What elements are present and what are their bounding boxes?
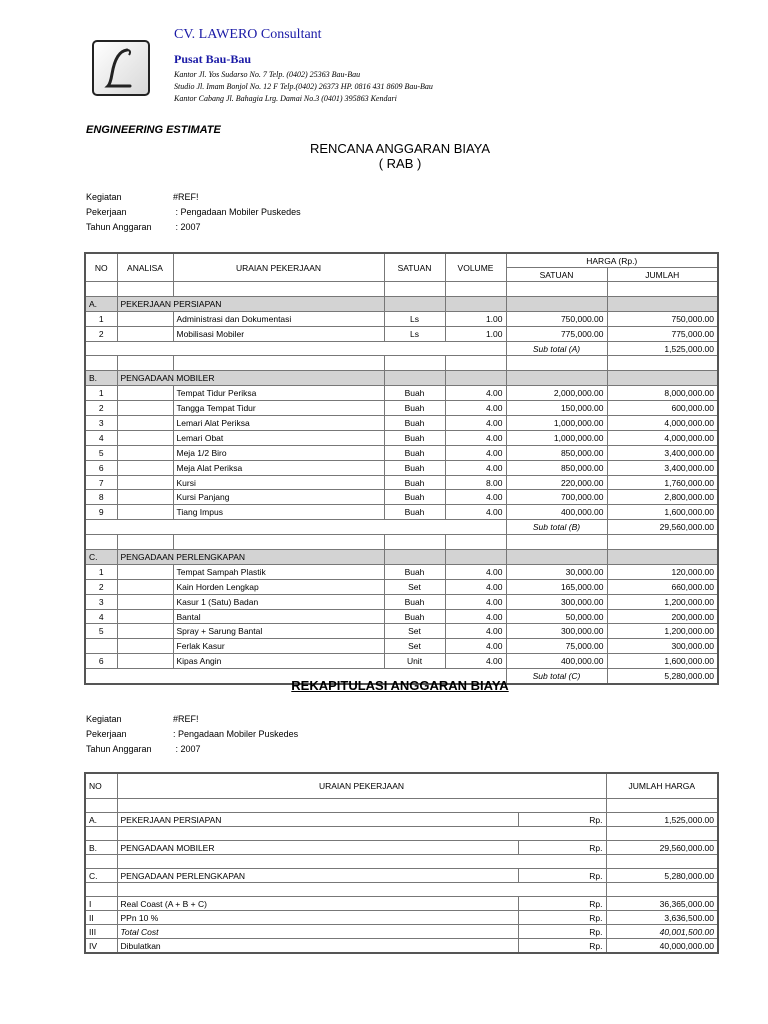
item-jumlah: 4,000,000.00 (607, 430, 718, 445)
empty-cell (384, 282, 445, 297)
table-row (85, 654, 718, 669)
item-analisa (117, 430, 173, 445)
empty-cell (117, 799, 606, 813)
table-row (85, 883, 718, 897)
table-row (85, 624, 718, 639)
item-jumlah: 2,800,000.00 (607, 490, 718, 505)
table-row (85, 827, 718, 841)
subtotal-value: 29,560,000.00 (607, 520, 718, 535)
item-satuan: Buah (384, 609, 445, 624)
item-harga: 850,000.00 (506, 445, 607, 460)
info-row: Kegiatan #REF! (86, 192, 199, 202)
item-volume: 4.00 (445, 445, 506, 460)
item-satuan: Ls (384, 326, 445, 341)
address-line: Kantor Jl. Yos Sudarso No. 7 Telp. (0402) 25363 Bau-Bau (174, 70, 361, 79)
table-row (85, 416, 718, 431)
item-uraian: Kain Horden Lengkap (173, 579, 384, 594)
rab-subtitle: ( RAB ) (378, 156, 422, 171)
empty-cell (85, 883, 117, 897)
item-harga: 220,000.00 (506, 475, 607, 490)
item-satuan: Buah (384, 430, 445, 445)
empty-cell (606, 883, 718, 897)
empty-cell (445, 535, 506, 550)
item-no: 9 (85, 505, 117, 520)
item-harga: 1,000,000.00 (506, 416, 607, 431)
empty-cell (384, 356, 445, 371)
item-harga: 1,000,000.00 (506, 430, 607, 445)
empty-cell (85, 356, 117, 371)
empty-cell (445, 550, 506, 565)
item-harga: 700,000.00 (506, 490, 607, 505)
item-harga: 400,000.00 (506, 654, 607, 669)
section-row (85, 550, 718, 565)
item-no: 3 (85, 594, 117, 609)
total-value: 40,000,000.00 (606, 939, 718, 954)
empty-cell (606, 855, 718, 869)
empty-cell (607, 296, 718, 311)
item-volume: 4.00 (445, 416, 506, 431)
item-jumlah: 750,000.00 (607, 311, 718, 326)
total-no: III (85, 925, 117, 939)
item-satuan: Buah (384, 475, 445, 490)
item-no: 2 (85, 401, 117, 416)
rekap-table (84, 772, 719, 954)
item-harga: 50,000.00 (506, 609, 607, 624)
item-no: 7 (85, 475, 117, 490)
item-uraian: Tiang Impus (173, 505, 384, 520)
col-jumlah-harga: JUMLAH HARGA (606, 773, 718, 799)
item-harga: 150,000.00 (506, 401, 607, 416)
item-satuan: Buah (384, 445, 445, 460)
item-analisa (117, 564, 173, 579)
item-satuan: Buah (384, 490, 445, 505)
logo-l-icon (94, 42, 148, 94)
item-satuan: Set (384, 639, 445, 654)
rekap-uraian: PEKERJAAN PERSIAPAN (117, 813, 518, 827)
company-logo (92, 40, 150, 96)
item-no: 1 (85, 311, 117, 326)
item-volume: 4.00 (445, 386, 506, 401)
empty-cell (85, 520, 506, 535)
item-harga: 850,000.00 (506, 460, 607, 475)
empty-cell (85, 282, 117, 297)
total-uraian: Real Coast (A + B + C) (117, 897, 518, 911)
item-satuan: Set (384, 579, 445, 594)
item-volume: 4.00 (445, 430, 506, 445)
empty-cell (606, 799, 718, 813)
item-harga: 2,000,000.00 (506, 386, 607, 401)
empty-cell (506, 371, 607, 386)
subtotal-label: Sub total (C) (506, 669, 607, 684)
subtotal-value: 1,525,000.00 (607, 341, 718, 356)
section-row (85, 296, 718, 311)
empty-cell (607, 282, 718, 297)
total-currency: Rp. (518, 911, 606, 925)
rekap-currency: Rp. (518, 813, 606, 827)
table-row (85, 490, 718, 505)
empty-cell (117, 855, 606, 869)
item-harga: 775,000.00 (506, 326, 607, 341)
empty-cell (607, 356, 718, 371)
table-row (85, 475, 718, 490)
item-harga: 300,000.00 (506, 594, 607, 609)
item-jumlah: 1,600,000.00 (607, 505, 718, 520)
table-row (85, 326, 718, 341)
item-volume: 4.00 (445, 609, 506, 624)
item-no: 2 (85, 326, 117, 341)
item-analisa (117, 639, 173, 654)
section-code: B. (85, 371, 117, 386)
empty-cell (506, 550, 607, 565)
rekap-value: 5,280,000.00 (606, 869, 718, 883)
item-analisa (117, 416, 173, 431)
empty-cell (445, 356, 506, 371)
info-row: Pekerjaan : Pengadaan Mobiler Puskedes (86, 207, 301, 217)
item-uraian: Lemari Obat (173, 430, 384, 445)
item-satuan: Buah (384, 401, 445, 416)
empty-cell (117, 356, 173, 371)
item-no: 4 (85, 609, 117, 624)
info-row: Kegiatan #REF! (86, 714, 199, 724)
empty-cell (384, 550, 445, 565)
address-line: Studio Jl. Imam Bonjol No. 12 F Telp.(0402) 26373 HP. 0816 431 8609 Bau-Bau (174, 82, 433, 91)
col-volume: VOLUME (445, 253, 506, 282)
item-jumlah: 4,000,000.00 (607, 416, 718, 431)
col-satuan: SATUAN (384, 253, 445, 282)
item-jumlah: 1,200,000.00 (607, 594, 718, 609)
item-volume: 4.00 (445, 564, 506, 579)
empty-cell (607, 535, 718, 550)
item-jumlah: 120,000.00 (607, 564, 718, 579)
item-jumlah: 300,000.00 (607, 639, 718, 654)
info-row: Tahun Anggaran : 2007 (86, 222, 201, 232)
item-uraian: Meja 1/2 Biro (173, 445, 384, 460)
item-analisa (117, 386, 173, 401)
empty-cell (606, 827, 718, 841)
col-analisa: ANALISA (117, 253, 173, 282)
section-row (85, 371, 718, 386)
total-row (85, 939, 718, 954)
subtotal-row (85, 341, 718, 356)
empty-cell (117, 827, 606, 841)
item-harga: 300,000.00 (506, 624, 607, 639)
item-uraian: Mobilisasi Mobiler (173, 326, 384, 341)
item-harga: 75,000.00 (506, 639, 607, 654)
table-header-row (85, 253, 718, 268)
rekap-no: A. (85, 813, 117, 827)
item-no: 1 (85, 386, 117, 401)
item-satuan: Buah (384, 505, 445, 520)
rekap-currency: Rp. (518, 841, 606, 855)
col-no: NO (85, 773, 117, 799)
total-uraian: Total Cost (117, 925, 518, 939)
empty-cell (173, 282, 384, 297)
rekap-currency: Rp. (518, 869, 606, 883)
col-harga: HARGA (Rp.) (506, 253, 718, 268)
table-row (85, 594, 718, 609)
rekap-value: 29,560,000.00 (606, 841, 718, 855)
section-code: C. (85, 550, 117, 565)
item-uraian: Kipas Angin (173, 654, 384, 669)
subtotal-value: 5,280,000.00 (607, 669, 718, 684)
empty-cell (384, 371, 445, 386)
item-harga: 750,000.00 (506, 311, 607, 326)
empty-cell (506, 282, 607, 297)
section-name: PENGADAAN PERLENGKAPAN (117, 550, 384, 565)
item-volume: 1.00 (445, 326, 506, 341)
table-row (85, 356, 718, 371)
subtotal-label: Sub total (B) (506, 520, 607, 535)
table-row (85, 609, 718, 624)
empty-cell (607, 371, 718, 386)
total-row (85, 925, 718, 939)
item-no: 2 (85, 579, 117, 594)
item-uraian: Kursi (173, 475, 384, 490)
item-jumlah: 775,000.00 (607, 326, 718, 341)
item-analisa (117, 311, 173, 326)
item-volume: 4.00 (445, 639, 506, 654)
item-jumlah: 660,000.00 (607, 579, 718, 594)
table-row (85, 535, 718, 550)
item-satuan: Buah (384, 594, 445, 609)
item-satuan: Buah (384, 416, 445, 431)
total-currency: Rp. (518, 925, 606, 939)
item-analisa (117, 609, 173, 624)
empty-cell (117, 535, 173, 550)
section-code: A. (85, 296, 117, 311)
table-row (85, 841, 718, 855)
item-analisa (117, 490, 173, 505)
table-row (85, 311, 718, 326)
item-volume: 4.00 (445, 624, 506, 639)
item-analisa (117, 654, 173, 669)
empty-cell (384, 535, 445, 550)
item-satuan: Set (384, 624, 445, 639)
item-no: 6 (85, 654, 117, 669)
item-harga: 165,000.00 (506, 579, 607, 594)
table-row (85, 401, 718, 416)
total-uraian: Dibulatkan (117, 939, 518, 954)
item-no: 6 (85, 460, 117, 475)
item-volume: 8.00 (445, 475, 506, 490)
item-analisa (117, 594, 173, 609)
empty-cell (173, 535, 384, 550)
item-no: 5 (85, 624, 117, 639)
empty-cell (85, 799, 117, 813)
item-uraian: Tempat Tidur Periksa (173, 386, 384, 401)
table-row (85, 505, 718, 520)
empty-cell (506, 296, 607, 311)
table-row (85, 386, 718, 401)
item-no: 5 (85, 445, 117, 460)
subtotal-row (85, 520, 718, 535)
item-satuan: Buah (384, 386, 445, 401)
item-no: 3 (85, 416, 117, 431)
item-uraian: Spray + Sarung Bantal (173, 624, 384, 639)
empty-cell (445, 282, 506, 297)
rekap-no: C. (85, 869, 117, 883)
item-no: 1 (85, 564, 117, 579)
item-uraian: Kursi Panjang (173, 490, 384, 505)
company-name: CV. LAWERO Consultant (174, 27, 322, 42)
col-uraian: URAIAN PEKERJAAN (173, 253, 384, 282)
total-row (85, 897, 718, 911)
table-header-row (85, 773, 718, 799)
item-uraian: Tangga Tempat Tidur (173, 401, 384, 416)
item-analisa (117, 624, 173, 639)
item-volume: 4.00 (445, 401, 506, 416)
table-row (85, 869, 718, 883)
empty-cell (173, 356, 384, 371)
item-volume: 4.00 (445, 490, 506, 505)
table-row (85, 639, 718, 654)
item-analisa (117, 505, 173, 520)
col-harga-satuan: SATUAN (506, 268, 607, 282)
empty-cell (445, 371, 506, 386)
item-uraian: Kasur 1 (Satu) Badan (173, 594, 384, 609)
item-uraian: Lemari Alat Periksa (173, 416, 384, 431)
item-analisa (117, 401, 173, 416)
total-currency: Rp. (518, 897, 606, 911)
empty-cell (85, 855, 117, 869)
item-jumlah: 3,400,000.00 (607, 445, 718, 460)
item-uraian: Ferlak Kasur (173, 639, 384, 654)
table-row (85, 564, 718, 579)
item-satuan: Ls (384, 311, 445, 326)
item-volume: 1.00 (445, 311, 506, 326)
rekap-uraian: PENGADAAN MOBILER (117, 841, 518, 855)
rab-table (84, 252, 719, 685)
table-row (85, 430, 718, 445)
item-analisa (117, 445, 173, 460)
info-row: Tahun Anggaran : 2007 (86, 744, 201, 754)
item-satuan: Unit (384, 654, 445, 669)
item-uraian: Bantal (173, 609, 384, 624)
item-jumlah: 200,000.00 (607, 609, 718, 624)
total-value: 3,636,500.00 (606, 911, 718, 925)
item-volume: 4.00 (445, 505, 506, 520)
total-currency: Rp. (518, 939, 606, 954)
table-row (85, 855, 718, 869)
address-line: Kantor Cabang Jl. Bahagia Lrg. Damai No.3 (0401) 395863 Kendari (174, 94, 397, 103)
empty-cell (506, 356, 607, 371)
table-row (85, 282, 718, 297)
rekap-no: B. (85, 841, 117, 855)
empty-cell (85, 535, 117, 550)
item-jumlah: 1,200,000.00 (607, 624, 718, 639)
item-jumlah: 600,000.00 (607, 401, 718, 416)
rekap-value: 1,525,000.00 (606, 813, 718, 827)
item-no: 8 (85, 490, 117, 505)
item-uraian: Meja Alat Periksa (173, 460, 384, 475)
item-jumlah: 1,760,000.00 (607, 475, 718, 490)
table-row (85, 579, 718, 594)
item-volume: 4.00 (445, 594, 506, 609)
item-analisa (117, 326, 173, 341)
info-row: Pekerjaan : Pengadaan Mobiler Puskedes (86, 729, 299, 739)
item-harga: 30,000.00 (506, 564, 607, 579)
item-jumlah: 8,000,000.00 (607, 386, 718, 401)
item-jumlah: 3,400,000.00 (607, 460, 718, 475)
table-row (85, 460, 718, 475)
total-no: IV (85, 939, 117, 954)
item-satuan: Buah (384, 564, 445, 579)
item-volume: 4.00 (445, 654, 506, 669)
document-label: ENGINEERING ESTIMATE (86, 124, 221, 136)
table-row (85, 799, 718, 813)
item-harga: 400,000.00 (506, 505, 607, 520)
total-no: II (85, 911, 117, 925)
total-value: 40,001,500.00 (606, 925, 718, 939)
item-uraian: Tempat Sampah Plastik (173, 564, 384, 579)
empty-cell (607, 550, 718, 565)
item-uraian: Administrasi dan Dokumentasi (173, 311, 384, 326)
subtotal-label: Sub total (A) (506, 341, 607, 356)
table-row (85, 813, 718, 827)
item-analisa (117, 579, 173, 594)
rab-title: RENCANA ANGGARAN BIAYA (309, 141, 491, 156)
table-row (85, 445, 718, 460)
item-analisa (117, 475, 173, 490)
total-uraian: PPn 10 % (117, 911, 518, 925)
item-jumlah: 1,600,000.00 (607, 654, 718, 669)
item-no: 4 (85, 430, 117, 445)
item-analisa (117, 460, 173, 475)
total-value: 36,365,000.00 (606, 897, 718, 911)
col-uraian: URAIAN PEKERJAAN (117, 773, 606, 799)
col-no: NO (85, 253, 117, 282)
total-no: I (85, 897, 117, 911)
empty-cell (506, 535, 607, 550)
empty-cell (445, 296, 506, 311)
total-row (85, 911, 718, 925)
rekap-uraian: PENGADAAN PERLENGKAPAN (117, 869, 518, 883)
item-volume: 4.00 (445, 460, 506, 475)
section-name: PENGADAAN MOBILER (117, 371, 384, 386)
section-name: PEKERJAAN PERSIAPAN (117, 296, 384, 311)
item-satuan: Buah (384, 460, 445, 475)
item-volume: 4.00 (445, 579, 506, 594)
empty-cell (85, 341, 506, 356)
empty-cell (117, 282, 173, 297)
empty-cell (117, 883, 606, 897)
empty-cell (384, 296, 445, 311)
company-branch: Pusat Bau-Bau (174, 52, 252, 66)
col-jumlah: JUMLAH (607, 268, 718, 282)
empty-cell (85, 827, 117, 841)
rekap-title: REKAPITULASI ANGGARAN BIAYA (291, 678, 509, 693)
item-no (85, 639, 117, 654)
